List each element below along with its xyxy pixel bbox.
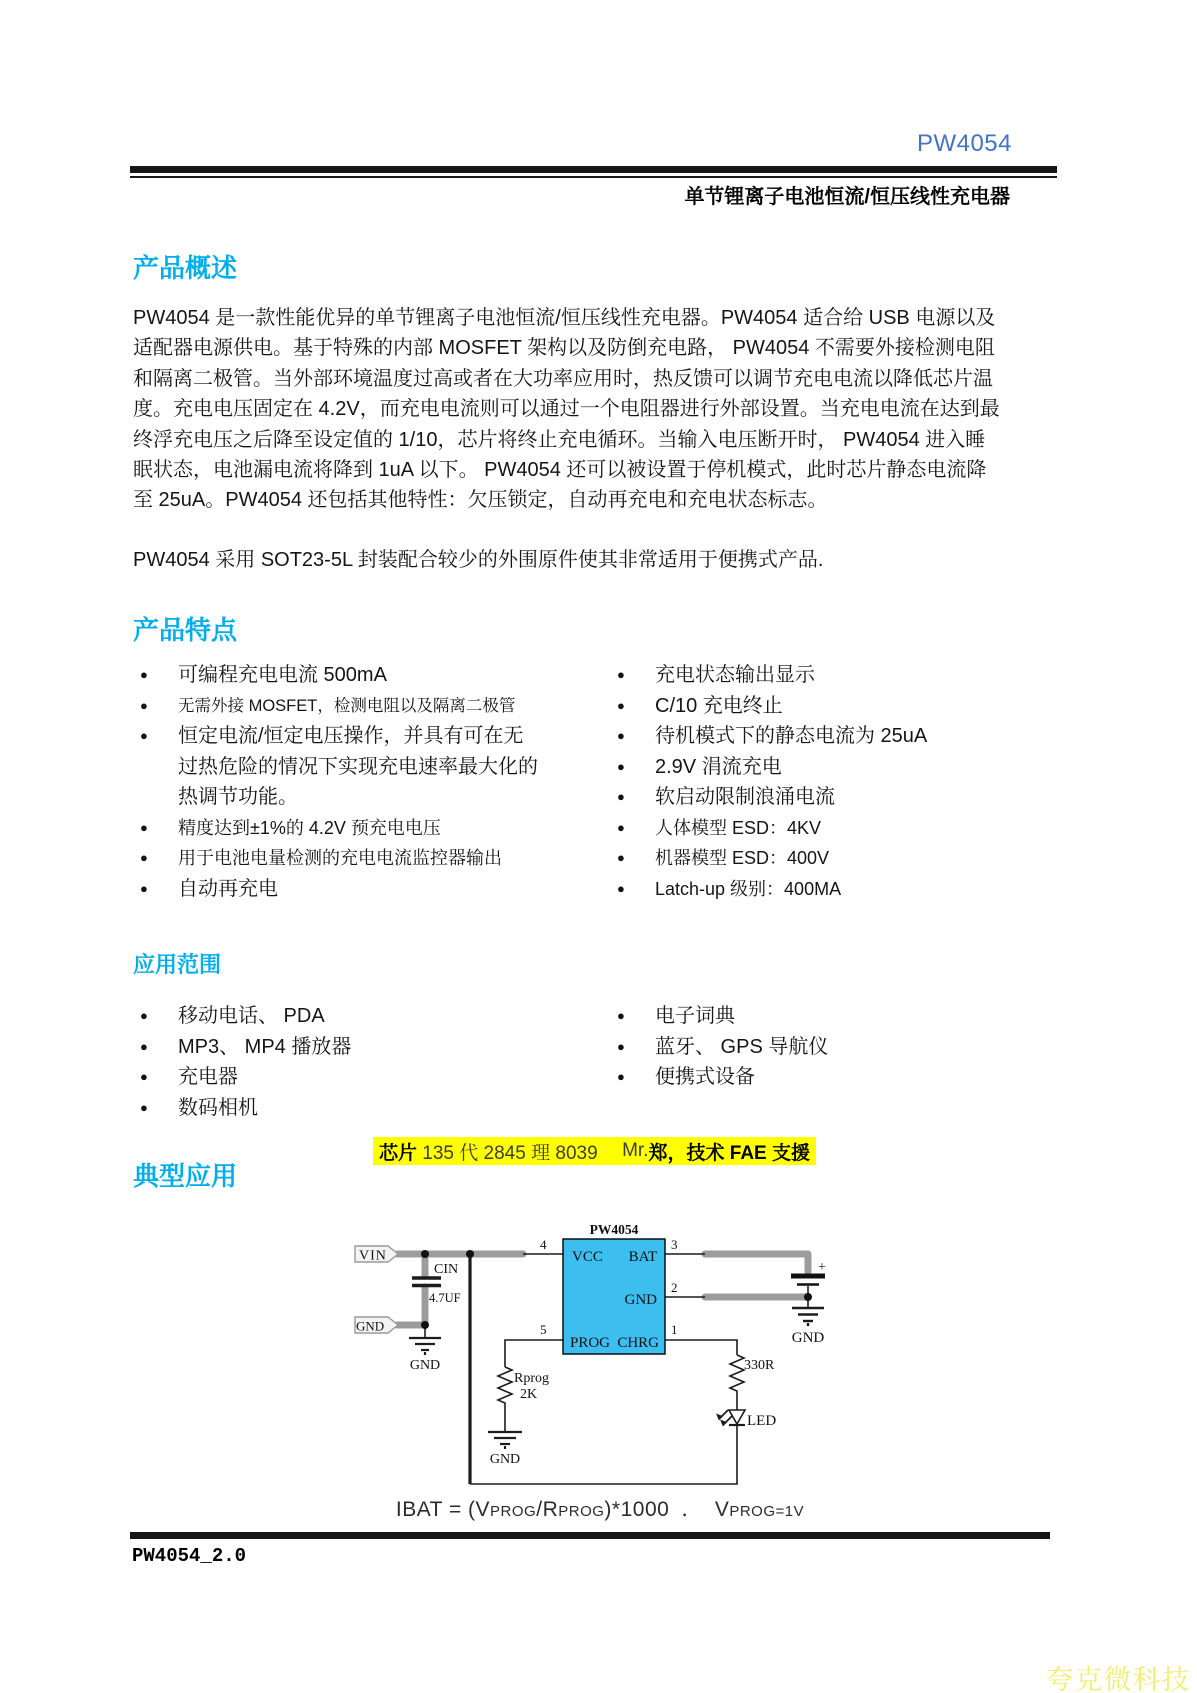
cin-label: CIN [434, 1262, 459, 1277]
feature-text: 软启动限制浪涌电流 [655, 786, 835, 808]
cin-value: 4.7UF [429, 1291, 461, 1305]
battery-plus-label: + [818, 1260, 826, 1275]
bullet-icon: ● [140, 880, 148, 896]
features-right-column [617, 660, 1073, 904]
bullet-icon: ● [617, 789, 625, 804]
ground-symbol [409, 1338, 441, 1355]
ground-label: GND [489, 1452, 521, 1467]
resistor-rprog-symbol [498, 1367, 512, 1432]
page-title: PW4054 [916, 130, 1012, 157]
application-text: 蓝牙、 GPS 导航仪 [655, 1035, 829, 1058]
pin-number-3: 3 [671, 1237, 678, 1252]
application-item [617, 1032, 1073, 1063]
vin-label: VIN [359, 1248, 387, 1264]
notice-bold-suffix: 郑，技术 FAE 支援 [648, 1142, 810, 1164]
pin-label-bat: BAT [628, 1249, 657, 1265]
feature-text: 可编程充电电流 500mA [178, 664, 387, 686]
gnd-net-tag [355, 1317, 398, 1334]
overview-line: 适配器电源供电。基于特殊的内部 MOSFET 架构以及防倒充电路， PW4054 不需要外接检测电阻 [133, 337, 995, 360]
notice-code-text: 135 代 2845 理 8039 [417, 1142, 598, 1164]
bullet-icon: ● [617, 1069, 625, 1084]
pin-number-1: 1 [671, 1322, 678, 1337]
bullet-icon: ● [617, 1008, 625, 1023]
feature-text: 自动再充电 [178, 877, 278, 900]
application-text: 便携式设备 [655, 1066, 755, 1088]
bullet-icon: ● [617, 880, 625, 896]
applications-right-column [617, 1001, 1073, 1123]
pin-label-gnd: GND [624, 1292, 657, 1308]
ground-label: GND [409, 1358, 441, 1373]
bullet-icon: ● [140, 1099, 148, 1115]
features-left-column [133, 660, 617, 904]
rprog-label: Rprog [514, 1371, 549, 1386]
feature-item [617, 874, 1073, 905]
feature-item [617, 691, 1073, 722]
footer-rule [130, 1532, 1050, 1539]
formula-subscript: PROG [490, 1503, 537, 1520]
led-label: LED [747, 1413, 777, 1429]
feature-item [140, 843, 617, 874]
header-rule-thick [130, 166, 1057, 173]
applications-columns [133, 1001, 1073, 1123]
pin-number-2: 2 [671, 1280, 678, 1295]
feature-text: 充电状态输出显示 [655, 664, 815, 686]
formula-part: /R [536, 1498, 559, 1521]
application-item [617, 1001, 1073, 1032]
application-item [140, 1062, 617, 1093]
pin-number-4: 4 [540, 1237, 547, 1252]
battery-symbol [791, 1276, 825, 1285]
header-rule-thin [130, 176, 1057, 178]
overview-line: 至 25uA。PW4054 还包括其他特性：欠压锁定，自动再充电和充电状态标志。 [133, 489, 828, 512]
led-symbol [714, 1410, 745, 1427]
bullet-icon: ● [140, 1069, 148, 1084]
feature-text: 用于电池电量检测的充电电流监控器输出 [178, 848, 502, 868]
feature-text-line: 恒定电流/恒定电压操作，并具有可在无 [178, 725, 524, 747]
application-text: 数码相机 [178, 1096, 258, 1119]
bullet-icon: ● [140, 667, 148, 682]
bullet-icon: ● [140, 728, 148, 743]
bullet-icon: ● [617, 728, 625, 743]
feature-text: C/10 充电终止 [655, 694, 783, 717]
resistor-330r-symbol [730, 1355, 744, 1410]
feature-text: 2.9V 涓流充电 [655, 755, 782, 778]
feature-text: Latch-up 级别：400MA [655, 878, 842, 899]
application-text: 电子词典 [655, 1005, 735, 1027]
pin-label-chrg: CHRG [617, 1335, 659, 1351]
pin-label-vcc: VCC [572, 1249, 603, 1265]
feature-text [178, 721, 538, 813]
feature-item [617, 813, 1073, 844]
bullet-icon: ● [140, 697, 148, 713]
bullet-icon: ● [617, 697, 625, 713]
application-item [140, 1001, 617, 1032]
overview-line: 和隔离二极管。当外部环境温度过高或者在大功率应用时，热反馈可以调节充电电流以降低芯片温 [133, 367, 993, 390]
feature-item [140, 813, 617, 844]
feature-text: 人体模型 ESD：4KV [655, 817, 822, 838]
chip-name-label: PW4054 [589, 1222, 639, 1237]
package-line: PW4054 采用 SOT23-5L 封装配合较少的外围原件使其非常适用于便携式产品. [133, 549, 824, 571]
bullet-icon: ● [140, 1038, 148, 1054]
bullet-icon: ● [617, 1038, 625, 1054]
overview-line: 眠状态，电池漏电流将降到 1uA 以下。 PW4054 还可以被设置于停机模式，此时芯片静态电流降 [133, 459, 987, 482]
applications-left-column [133, 1001, 617, 1123]
document-version: PW4054_2.0 [132, 1545, 247, 1567]
package-paragraph [133, 545, 1073, 575]
features-columns [133, 660, 1073, 904]
feature-text: 待机模式下的静态电流为 25uA [655, 725, 928, 747]
ground-label: GND [791, 1330, 825, 1346]
section-heading-overview: 产品概述 [133, 253, 238, 283]
gnd-tag-label: GND [356, 1318, 385, 1334]
application-item [140, 1093, 617, 1124]
bullet-icon: ● [617, 758, 625, 774]
notice-mr: Mr. [622, 1140, 649, 1161]
formula-subscript: PROG [558, 1503, 605, 1520]
feature-item [140, 874, 617, 905]
application-text: MP3、 MP4 播放器 [178, 1035, 352, 1058]
ground-symbol [488, 1432, 522, 1449]
application-text: 充电器 [178, 1066, 238, 1088]
overview-line: PW4054 是一款性能优异的单节锂离子电池恒流/恒压线性充电器。PW4054 适合给 USB 电源以及 [133, 307, 996, 329]
rled-value: 330R [744, 1358, 775, 1373]
bullet-icon: ● [617, 819, 625, 835]
overview-line: 终浮充电压之后降至设定值的 1/10，芯片将终止充电循环。当输入电压断开时， PW4054 进入睡 [133, 428, 986, 451]
rprog-value: 2K [520, 1387, 538, 1402]
application-item [140, 1032, 617, 1063]
bullet-icon: ● [617, 667, 625, 682]
feature-item [140, 691, 617, 722]
section-heading-applications: 应用范围 [133, 952, 222, 977]
feature-item [617, 782, 1073, 813]
capacitor-cin-symbol [412, 1278, 441, 1286]
bullet-icon: ● [140, 1008, 148, 1023]
feature-text: 精度达到±1%的 4.2V 预充电电压 [178, 817, 441, 838]
formula-subscript: PROG=1V [729, 1503, 805, 1520]
page-subtitle: 单节锂离子电池恒流/恒压线性充电器 [684, 186, 1010, 208]
application-text: 移动电话、 PDA [178, 1005, 325, 1027]
formula-part: )*1000 [604, 1498, 670, 1521]
feature-text-line: 热调节功能。 [178, 786, 298, 808]
watermark-text: 夸克微科技 [1046, 1665, 1191, 1693]
bullet-icon: ● [140, 850, 148, 865]
feature-item [617, 721, 1073, 752]
feature-item [617, 843, 1073, 874]
overview-line: 度。充电电压固定在 4.2V，而充电电流则可以通过一个电阻器进行外部设置。当充电电流在达到最 [133, 398, 1000, 421]
formula-part: IBAT = (V [395, 1498, 491, 1521]
feature-text-line: 过热危险的情况下实现充电速率最大化的 [178, 755, 538, 778]
formula-part: V [714, 1498, 730, 1521]
feature-item [617, 660, 1073, 691]
section-heading-features: 产品特点 [133, 615, 238, 645]
feature-text: 无需外接 MOSFET，检测电阻以及隔离二极管 [178, 696, 516, 715]
feature-text: 机器模型 ESD：400V [655, 848, 830, 868]
highlighted-notice [373, 1137, 816, 1165]
formula-separator: ． [681, 1498, 703, 1521]
bullet-icon: ● [140, 819, 148, 835]
notice-bold-prefix: 芯片 [379, 1142, 418, 1164]
typical-application-schematic [330, 1220, 860, 1498]
ibat-formula [330, 1493, 870, 1523]
pin-label-prog: PROG [570, 1335, 611, 1351]
section-heading-typical-application: 典型应用 [133, 1161, 238, 1191]
feature-item [617, 752, 1073, 783]
pin-number-5: 5 [540, 1322, 547, 1337]
feature-item [140, 660, 617, 691]
ground-symbol [792, 1308, 824, 1326]
bullet-icon: ● [617, 850, 625, 865]
feature-item [140, 721, 617, 813]
overview-paragraph [133, 303, 1073, 516]
vin-net-tag [355, 1246, 398, 1264]
application-item [617, 1062, 1073, 1093]
